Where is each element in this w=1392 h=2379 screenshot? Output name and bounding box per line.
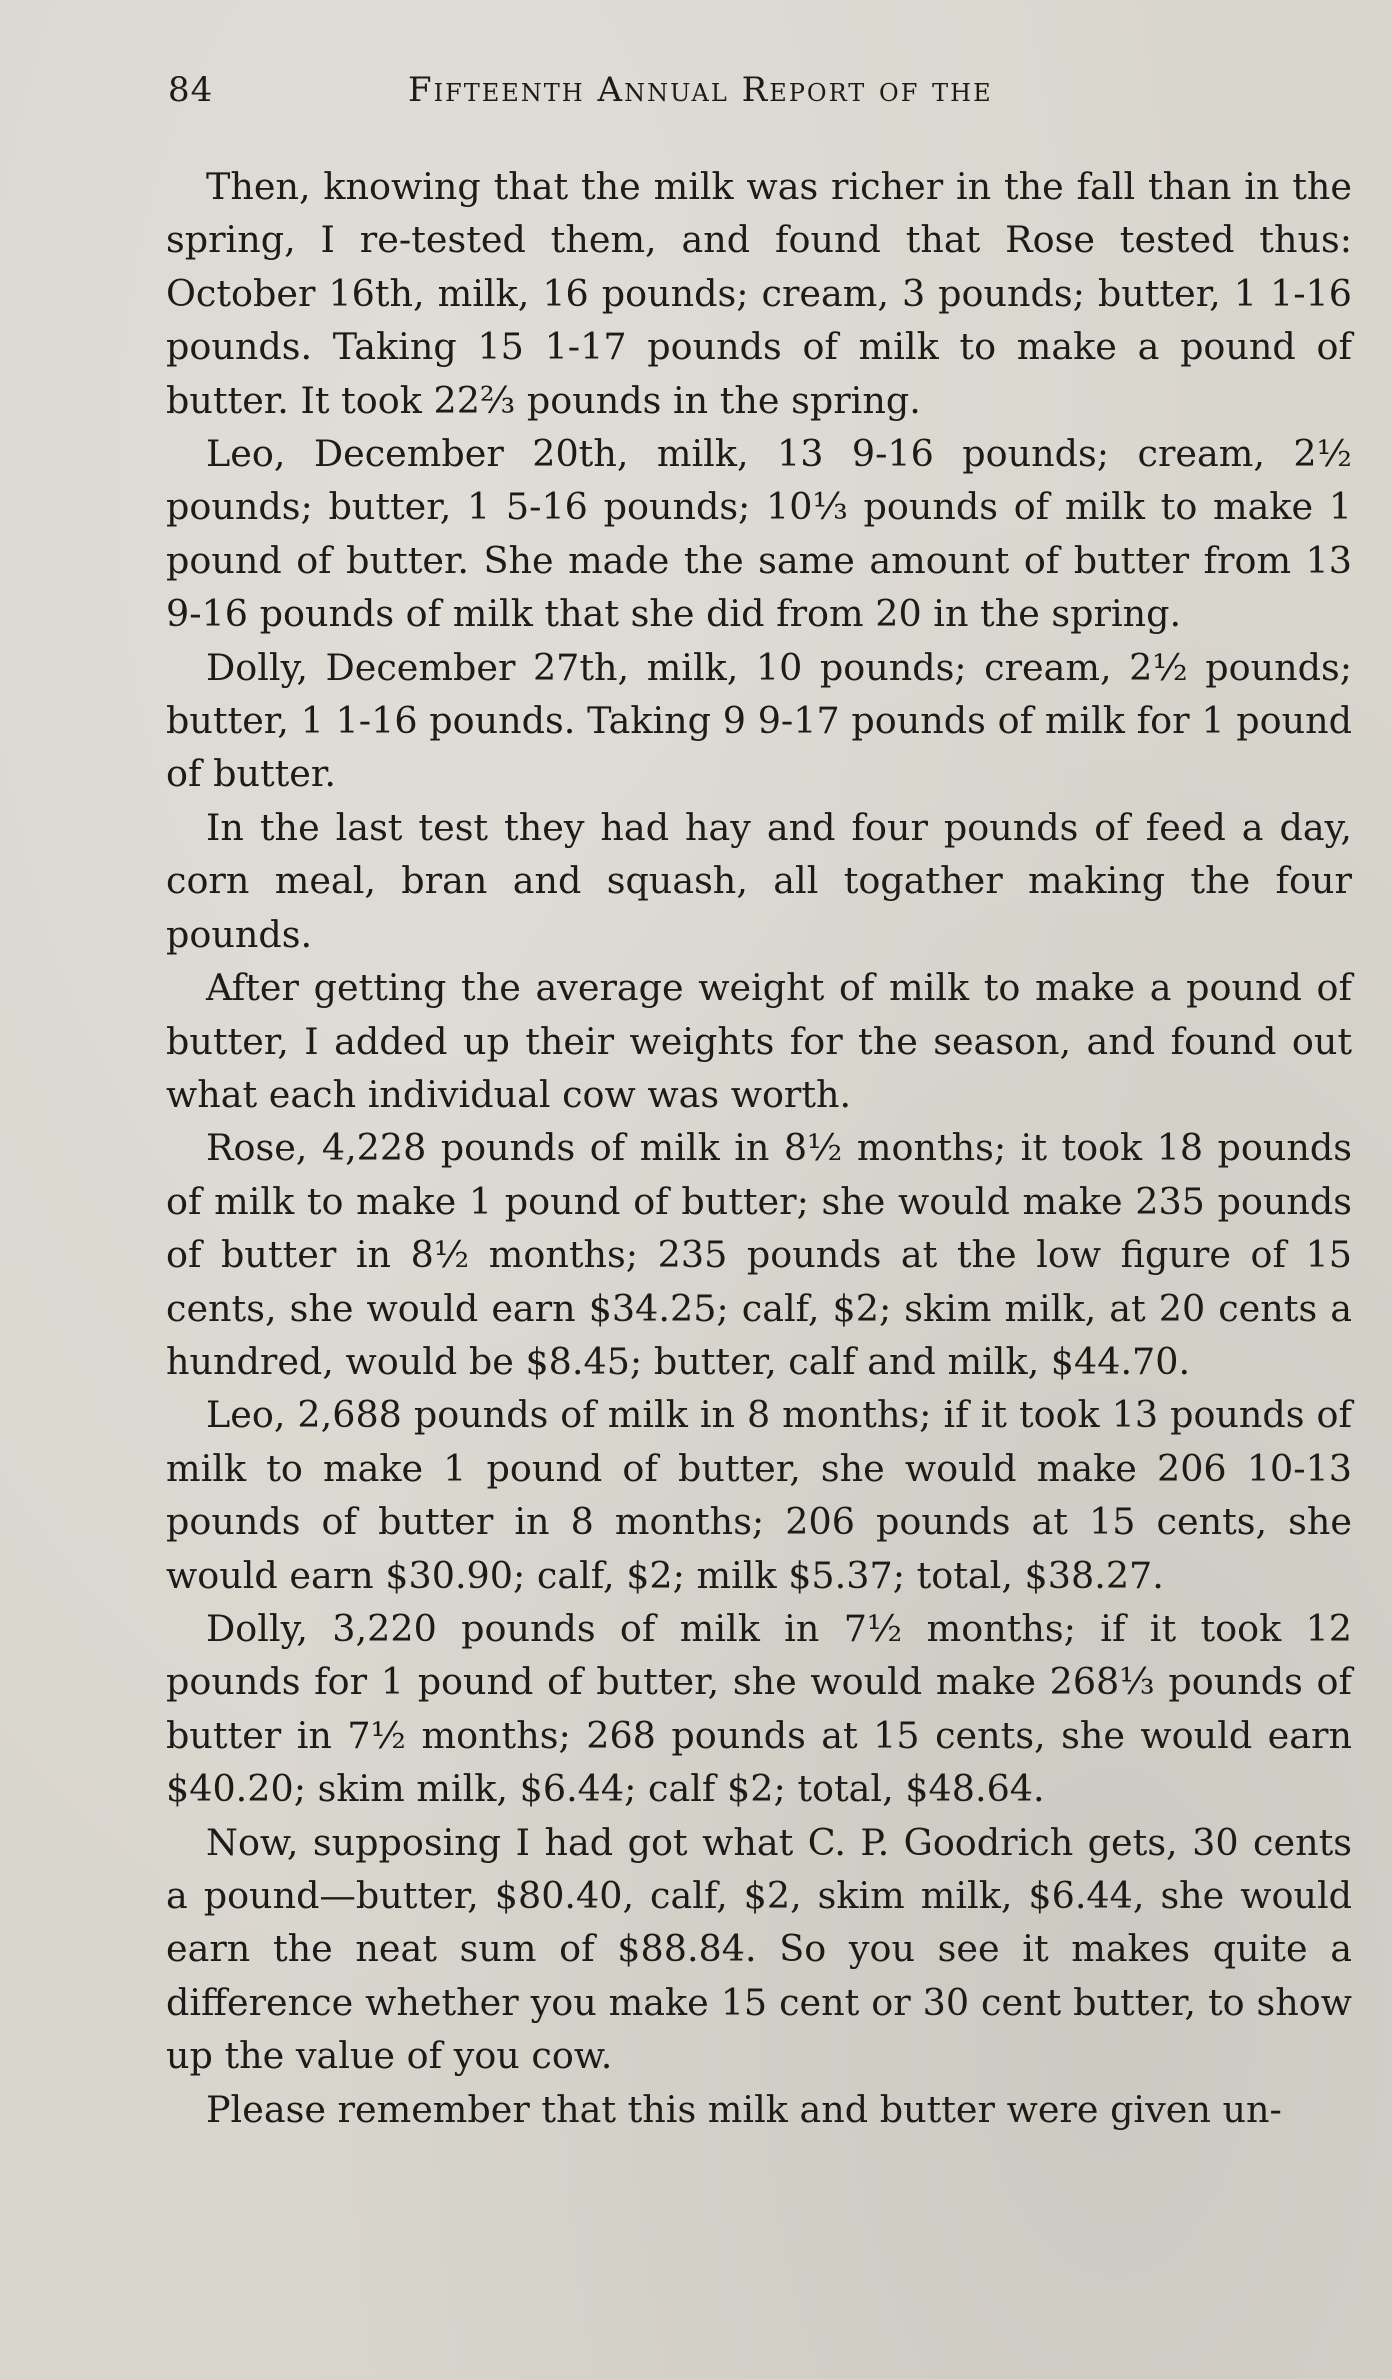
paragraph: Dolly, 3,220 pounds of milk in 7½ months; if it took 12 pounds for 1 pound of butter, she would make 268⅓ pounds of butter in 7½ months; 268 pounds at 15 cents, she would earn $40.20; skim milk, $6.44; calf $2; total, $48.64. xyxy=(166,1606,1352,1811)
page-number: 84 xyxy=(168,70,214,110)
running-head: Fifteenth Annual Report of the xyxy=(408,70,993,110)
body-text xyxy=(166,160,1352,2136)
paragraph: Leo, December 20th, milk, 13 9-16 pounds; cream, 2½ pounds; butter, 1 5-16 pounds; 10⅓ pounds of milk to make 1 pound of butter. She made the same amount of butter from 13 9-16 pounds of milk that she did from 20 in the spring. xyxy=(166,432,1352,636)
paragraph: Leo, 2,688 pounds of milk in 8 months; if it took 13 pounds of milk to make 1 pound of butter, she would make 206 10-13 pounds of butter in 8 months; 206 pounds at 15 cents, she would earn $30.90; calf, $2; milk $5.37; total, $38.27. xyxy=(166,1393,1352,1597)
paragraph: Please remember that this milk and butter were given un- xyxy=(206,2087,1282,2131)
paragraph: Then, knowing that the milk was richer in the fall than in the spring, I re-tested them, and found that Rose tested thus: October 16th, milk, 16 pounds; cream, 3 pounds; butter, 1 1-16 pounds. Taking 15 1-17 pounds of milk to make a pound of butter. It took 22⅔ pounds in the spring. xyxy=(166,165,1352,422)
paragraph: Rose, 4,228 pounds of milk in 8½ months; it took 18 pounds of milk to make 1 pound of butter; she would make 235 pounds of butter in 8½ months; 235 pounds at the low figure of 15 cents, she would earn $34.25; calf, $2; skim milk, at 20 cents a hundred, would be $8.45; butter, calf and milk, $44.70. xyxy=(166,1126,1352,1383)
paragraph: In the last test they had hay and four pounds of feed a day, corn meal, bran and squash, all togather making the four pounds. xyxy=(166,805,1352,956)
paragraph: Now, supposing I had got what C. P. Goodrich gets, 30 cents a pound—butter, $80.40, calf, $2, skim milk, $6.44, she would earn the neat sum of $88.84. So you see it makes quite a difference whether you make 15 cent or 30 cent butter, to show up the value of you cow. xyxy=(166,1820,1352,2078)
paragraph: Dolly, December 27th, milk, 10 pounds; cream, 2½ pounds; butter, 1 1-16 pounds. Taking 9 9-17 pounds of milk for 1 pound of butter. xyxy=(166,645,1352,796)
paragraph: After getting the average weight of milk to make a pound of butter, I added up their weights for the season, and found out what each individual cow was worth. xyxy=(166,966,1352,1116)
page-header xyxy=(168,70,1336,130)
